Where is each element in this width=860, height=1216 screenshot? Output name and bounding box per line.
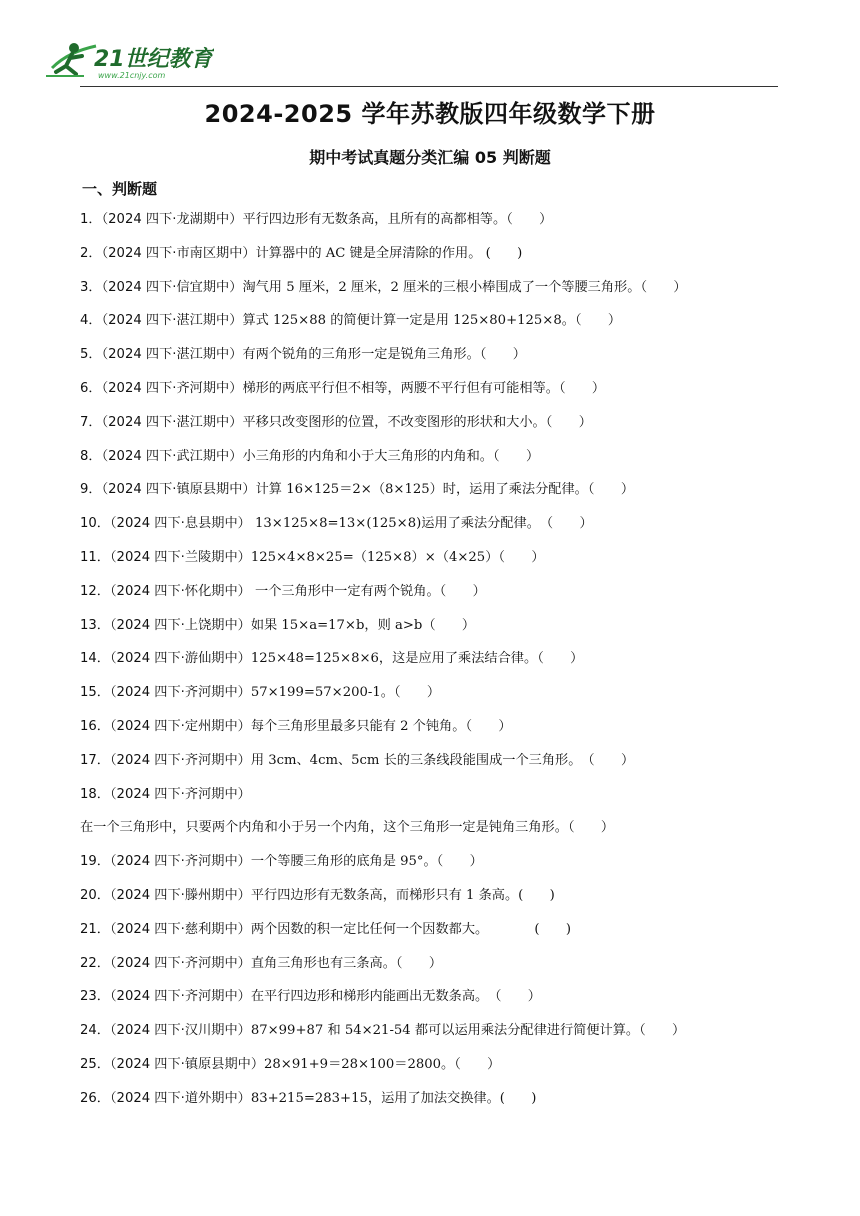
- question-number: 21．: [80, 921, 110, 937]
- question-number: 17．: [80, 752, 110, 768]
- question-item: [80, 304, 784, 338]
- question-number: 5．: [80, 347, 102, 363]
- logo-url-text: www.21cnjy.com: [98, 71, 166, 80]
- question-source: （2024 四下·兰陵期中）: [109, 549, 251, 565]
- question-source: （2024 四下·齐河期中）: [109, 752, 251, 768]
- section-heading: 一、判断题: [82, 180, 158, 198]
- question-text: 如果 15×a=17×b，则 a>b（ ）: [250, 617, 476, 633]
- question-source: （2024 四下·齐河期中）: [109, 955, 251, 971]
- question-item: [80, 372, 784, 406]
- question-item: [80, 237, 784, 271]
- question-text: 在平行四边形和梯形内能画出无数条高。 （ ）: [250, 989, 541, 1005]
- question-text: 算式 125×88 的简便计算一定是用 125×80+125×8。（ ）: [242, 313, 622, 329]
- document-title: 2024-2025 学年苏教版四年级数学下册: [204, 100, 656, 128]
- question-text: 87×99+87 和 54×21-54 都可以运用乘法分配律进行简便计算。（ ）: [250, 1023, 686, 1039]
- question-text: 125×48=125×8×6，这是应用了乘法结合律。（ ）: [250, 651, 584, 667]
- question-item: [80, 744, 784, 778]
- question-source: （2024 四下·齐河期中）: [101, 380, 243, 396]
- question-text: 直角三角形也有三条高。（ ）: [250, 955, 443, 971]
- question-source: （2024 四下·道外期中）: [109, 1090, 251, 1106]
- question-text: 83+215=283+15，运用了加法交换律。( ): [250, 1090, 537, 1106]
- question-source: （2024 四下·怀化期中）: [109, 583, 251, 599]
- question-number: 13．: [80, 617, 110, 633]
- question-source: （2024 四下·游仙期中）: [109, 651, 251, 667]
- question-source: （2024 四下·龙湖期中）: [101, 212, 243, 227]
- question-item: [80, 609, 784, 643]
- question-source: （2024 四下·湛江期中）: [101, 414, 243, 430]
- question-item: [80, 980, 784, 1014]
- header-divider: [80, 86, 778, 87]
- question-item: [80, 676, 784, 710]
- question-text: 用 3cm、4cm、5cm 长的三条线段能围成一个三角形。 （ ）: [250, 752, 635, 768]
- question-number: 19．: [80, 854, 110, 870]
- question-number: 2．: [80, 245, 102, 261]
- question-text: 小三角形的内角和小于大三角形的内角和。（ ）: [242, 448, 540, 464]
- question-item: [80, 913, 784, 947]
- question-item: [80, 1014, 784, 1048]
- question-item: [80, 1082, 784, 1116]
- question-source: （2024 四下·市南区期中）: [101, 245, 256, 261]
- question-source: （2024 四下·信宜期中）: [101, 279, 243, 295]
- question-source: （2024 四下·齐河期中）: [109, 989, 251, 1005]
- question-item: [80, 406, 784, 440]
- question-source: （2024 四下·湛江期中）: [101, 313, 243, 329]
- question-text: 两个因数的积一定比任何一个因数都大。 ( ): [250, 921, 572, 937]
- question-source: （2024 四下·慈利期中）: [109, 921, 251, 937]
- question-text: 一个等腰三角形的底角是 95°。（ ）: [250, 854, 483, 870]
- logo-brand-text: 21世纪教育: [94, 47, 213, 72]
- question-text: 28×91+9＝28×100＝2800。（ ）: [264, 1056, 501, 1072]
- question-number: 24．: [80, 1023, 110, 1039]
- brand-logo: [44, 38, 214, 84]
- question-text: 平行四边形有无数条高，且所有的高都相等。（ ）: [242, 212, 553, 227]
- question-number: 23．: [80, 989, 110, 1005]
- question-item: [80, 778, 784, 846]
- question-text: 125×4×8×25=（125×8）×（4×25）（ ）: [250, 549, 545, 565]
- question-item: [80, 947, 784, 981]
- question-item: [80, 440, 784, 474]
- question-source: （2024 四下·滕州期中）: [109, 887, 251, 903]
- question-text: 有两个锐角的三角形一定是锐角三角形。（ ）: [242, 347, 526, 363]
- question-number: 10．: [80, 516, 110, 532]
- question-item: [80, 710, 784, 744]
- question-source: （2024 四下·齐河期中）: [109, 854, 251, 870]
- question-source: （2024 四下·武江期中）: [101, 448, 243, 464]
- document-subtitle: 期中考试真题分类汇编 05 判断题: [309, 148, 551, 167]
- question-item: [80, 541, 784, 575]
- question-text: 57×199=57×200-1。（ ）: [250, 685, 441, 701]
- question-number: 22．: [80, 955, 110, 971]
- question-source: （2024 四下·镇原县期中）: [109, 1056, 265, 1072]
- question-text: 13×125×8=13×(125×8)运用了乘法分配律。 （ ）: [250, 516, 593, 532]
- question-item: [80, 507, 784, 541]
- question-number: 26．: [80, 1090, 110, 1106]
- question-number: 3．: [80, 279, 102, 295]
- question-text: 一个三角形中一定有两个锐角。（ ）: [250, 583, 486, 599]
- question-text: 计算器中的 AC 键是全屏清除的作用。 ( ): [255, 245, 523, 261]
- question-number: 1．: [80, 212, 102, 227]
- question-number: 9．: [80, 482, 102, 498]
- question-number: 8．: [80, 448, 102, 464]
- question-source: （2024 四下·息县期中）: [109, 516, 251, 532]
- question-source: （2024 四下·齐河期中）: [109, 685, 251, 701]
- question-source: （2024 四下·汉川期中）: [109, 1023, 251, 1039]
- question-item: [80, 845, 784, 879]
- question-source: （2024 四下·定州期中）: [109, 718, 251, 734]
- question-number: 25．: [80, 1056, 110, 1072]
- question-item: [80, 271, 784, 305]
- question-text: 平移只改变图形的位置，不改变图形的形状和大小。（ ）: [242, 414, 592, 430]
- question-item: [80, 575, 784, 609]
- question-source: （2024 四下·上饶期中）: [109, 617, 251, 633]
- question-number: 4．: [80, 313, 102, 329]
- question-source: （2024 四下·湛江期中）: [101, 347, 243, 363]
- question-number: 7．: [80, 414, 102, 430]
- question-item: [80, 473, 784, 507]
- question-number: 18．: [80, 786, 110, 802]
- question-number: 16．: [80, 718, 110, 734]
- question-source: （2024 四下·齐河期中）: [109, 786, 251, 802]
- runner-logo-icon: [44, 38, 214, 84]
- question-item: [80, 203, 784, 237]
- question-text: 平行四边形有无数条高，而梯形只有 1 条高。( ): [250, 887, 555, 903]
- question-item: [80, 1048, 784, 1082]
- question-number: 6．: [80, 380, 102, 396]
- question-text: 在一个三角形中，只要两个内角和小于另一个内角，这个三角形一定是钝角三角形。（ ）: [80, 820, 615, 836]
- question-item: [80, 879, 784, 913]
- question-text: 每个三角形里最多只能有 2 个钝角。（ ）: [250, 718, 512, 734]
- question-item: [80, 642, 784, 676]
- question-item: [80, 338, 784, 372]
- question-text: 淘气用 5 厘米，2 厘米，2 厘米的三根小棒围成了一个等腰三角形。（ ）: [242, 279, 687, 295]
- question-number: 11．: [80, 549, 110, 565]
- question-source: （2024 四下·镇原县期中）: [101, 482, 256, 498]
- question-number: 14．: [80, 651, 110, 667]
- question-number: 15．: [80, 685, 110, 701]
- question-text: 计算 16×125＝2×（8×125）时，运用了乘法分配律。（ ）: [255, 482, 635, 498]
- question-number: 12．: [80, 583, 110, 599]
- question-text: 梯形的两底平行但不相等，两腰不平行但有可能相等。（ ）: [242, 380, 606, 396]
- question-number: 20．: [80, 887, 110, 903]
- question-list: [80, 203, 784, 1116]
